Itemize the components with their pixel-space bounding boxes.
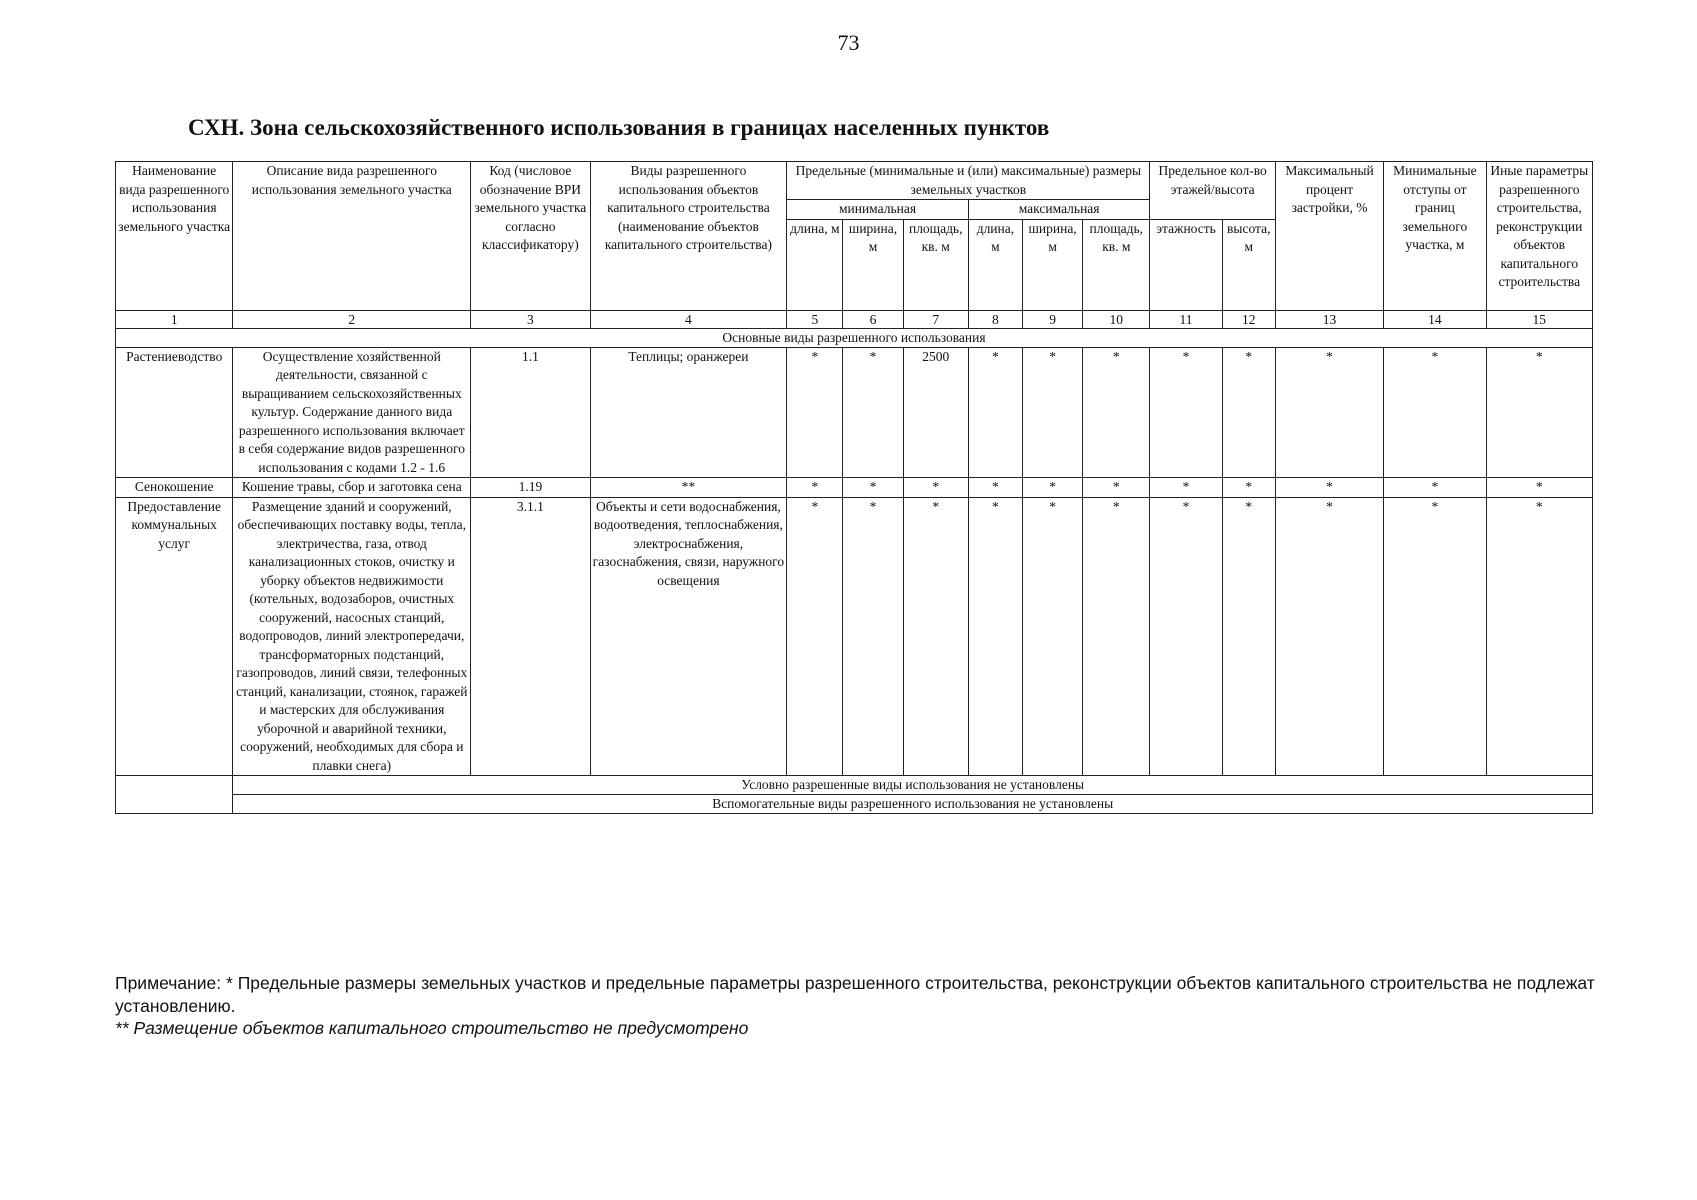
capital-objects: Объекты и сети водоснабжения, водоотведения, теплоснабжения, электроснабжения, газоснабжения, связи, наружного освещения [590,497,787,776]
section-main-label: Основные виды разрешенного использования [116,328,1593,347]
min-setbacks-value: * [1384,478,1486,498]
column-number: 9 [1023,310,1083,328]
header-min-area: площадь, кв. м [903,219,968,310]
height-value: * [1222,347,1275,478]
column-number: 12 [1222,310,1275,328]
header-other-params: Иные параметры разрешенного строительства, реконструкции объектов капитального строительства [1486,162,1592,311]
header-max-area: площадь, кв. м [1083,219,1150,310]
max-length-value: * [968,497,1022,776]
max-coverage-value: * [1275,478,1383,498]
max-width-value: * [1023,347,1083,478]
min-length-value: * [787,497,843,776]
max-length-value: * [968,347,1022,478]
use-description: Осуществление хозяйственной деятельности, связанной с выращиванием сельскохозяйственных культур. Содержание данного вида разрешенного использования включает в себя содержание видов разрешенного использования с кодами 1.2 - 1.6 [233,347,471,478]
header-floors: этажность [1150,219,1222,310]
column-number: 15 [1486,310,1592,328]
header-min-group: минимальная [787,200,969,220]
max-coverage-value: * [1275,347,1383,478]
min-area-value: * [903,497,968,776]
use-description: Размещение зданий и сооружений, обеспечивающих поставку воды, тепла, электричества, газа, отвод канализационных стоков, очистку и уборку объектов недвижимости (котельных, водозаборов, очистных сооружений, насосных станций, водопроводов, линий электропередачи, трансформаторных подстанций, газопроводов, линий связи, телефонных станций, канализации, стоянок, гаражей и мастерских для обслуживания уборочной и аварийной техники, сооружений, необходимых для сбора и плавки снега) [233,497,471,776]
column-number: 7 [903,310,968,328]
min-area-value: 2500 [903,347,968,478]
vri-code: 3.1.1 [471,497,590,776]
column-number: 14 [1384,310,1486,328]
column-number: 6 [843,310,903,328]
vri-code: 1.19 [471,478,590,498]
table-row [116,497,1593,776]
max-area-value: * [1083,497,1150,776]
header-floors-group: Предельное кол-во этажей/высота [1150,162,1275,220]
footnote-italic: ** Размещение объектов капитального строительство не предусмотрено [115,1018,749,1038]
header-min-setbacks: Минимальные отступы от границ земельного участка, м [1384,162,1486,311]
column-number: 2 [233,310,471,328]
header-max-group: максимальная [968,200,1150,220]
max-width-value: * [1023,478,1083,498]
max-area-value: * [1083,347,1150,478]
column-numbers-row [116,310,1593,328]
other-params-value: * [1486,497,1592,776]
column-number: 1 [116,310,233,328]
column-number: 13 [1275,310,1383,328]
min-length-value: * [787,347,843,478]
section-conditional-row [116,776,1593,795]
section-main-row [116,328,1593,347]
section-auxiliary-row [116,795,1593,814]
column-number: 8 [968,310,1022,328]
height-value: * [1222,478,1275,498]
page-number: 73 [837,30,860,55]
min-area-value: * [903,478,968,498]
min-width-value: * [843,347,903,478]
max-area-value: * [1083,478,1150,498]
max-coverage-value: * [1275,497,1383,776]
min-length-value: * [787,478,843,498]
floors-value: * [1150,478,1222,498]
column-number: 11 [1150,310,1222,328]
capital-objects: Теплицы; оранжереи [590,347,787,478]
section-left-cell [116,795,233,814]
height-value: * [1222,497,1275,776]
column-number: 3 [471,310,590,328]
use-name: Сенокошение [116,478,233,498]
column-number: 5 [787,310,843,328]
header-row-1 [116,162,1593,200]
header-use-description: Описание вида разрешенного использования земельного участка [233,162,471,311]
header-min-width: ширина, м [843,219,903,310]
table-row [116,478,1593,498]
header-min-length: длина, м [787,219,843,310]
header-max-coverage: Максимальный процент застройки, % [1275,162,1383,311]
column-number: 4 [590,310,787,328]
min-setbacks-value: * [1384,497,1486,776]
min-width-value: * [843,478,903,498]
header-max-length: длина, м [968,219,1022,310]
column-number: 10 [1083,310,1150,328]
section-conditional-label: Условно разрешенные виды использования не установлены [233,776,1593,795]
header-capital-objects: Виды разрешенного использования объектов капитального строительства (наименование объектов капитального строительства) [590,162,787,311]
header-height: высота, м [1222,219,1275,310]
table-row [116,347,1593,478]
use-description: Кошение травы, сбор и заготовка сена [233,478,471,498]
min-setbacks-value: * [1384,347,1486,478]
header-max-width: ширина, м [1023,219,1083,310]
capital-objects: ** [590,478,787,498]
section-left-cell [116,776,233,795]
page-title: СХН. Зона сельскохозяйственного использования в границах населенных пунктов [188,115,1050,140]
use-name: Растениеводство [116,347,233,478]
floors-value: * [1150,347,1222,478]
max-width-value: * [1023,497,1083,776]
other-params-value: * [1486,347,1592,478]
section-auxiliary-label: Вспомогательные виды разрешенного использования не установлены [233,795,1593,814]
floors-value: * [1150,497,1222,776]
header-use-name: Наименование вида разрешенного использования земельного участка [116,162,233,311]
vri-code: 1.1 [471,347,590,478]
use-name: Предоставление коммунальных услуг [116,497,233,776]
max-length-value: * [968,478,1022,498]
header-vri-code: Код (числовое обозначение ВРИ земельного участка согласно классификатору) [471,162,590,311]
min-width-value: * [843,497,903,776]
other-params-value: * [1486,478,1592,498]
header-plot-sizes-group: Предельные (минимальные и (или) максимальные) размеры земельных участков [787,162,1150,200]
footnote: Примечание: * Предельные размеры земельных участков и предельные параметры разрешенного строительства, реконструкции объектов капитального строительства не подлежат установлению. [115,973,1595,1016]
zone-regulations-table [115,161,1593,814]
